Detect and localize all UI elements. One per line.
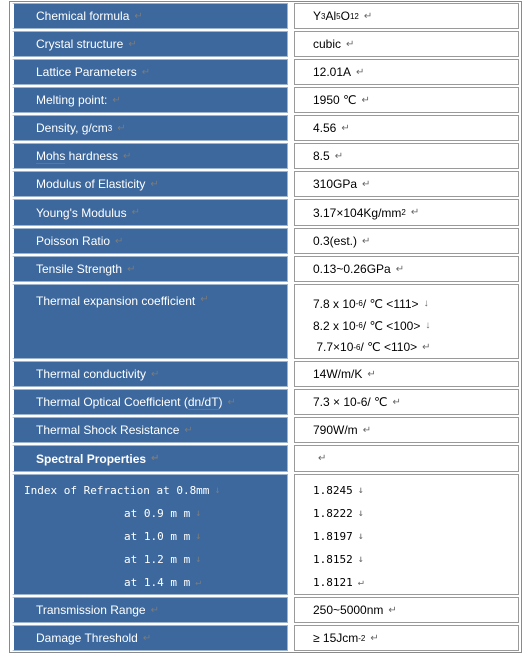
refraction-value: 1.8197 ↓ bbox=[313, 530, 364, 543]
refraction-labels bbox=[12, 474, 288, 595]
property-label: Lattice Parameters ↵ bbox=[12, 59, 288, 85]
table-row bbox=[10, 142, 521, 170]
property-value: 0.3(est.) ↵ bbox=[294, 228, 519, 254]
property-value: 3.17×104Kg/mm 2 ↵ bbox=[294, 199, 519, 226]
property-value: 4.56 ↵ bbox=[294, 115, 519, 141]
table-row bbox=[10, 473, 521, 596]
table-row bbox=[10, 624, 521, 652]
property-value: ≥ 15Jcm -2 ↵ bbox=[294, 625, 519, 651]
property-label: Density, g/cm 3 ↵ bbox=[12, 115, 288, 141]
property-value: 8.5 ↵ bbox=[294, 143, 519, 169]
property-label: Poisson Ratio ↵ bbox=[12, 228, 288, 254]
table-row bbox=[10, 170, 521, 198]
property-value: 7.3 × 10-6/ ℃ ↵ bbox=[294, 389, 519, 415]
refraction-value: 1.8222 ↓ bbox=[313, 507, 364, 520]
refraction-label: at 1.2 m m ↓ bbox=[124, 553, 202, 566]
property-label: Damage Threshold ↵ bbox=[12, 625, 288, 651]
value-line: 8.2 x 10 -6 / ℃ <100> ↓ bbox=[313, 318, 431, 333]
property-value: 310GPa ↵ bbox=[294, 171, 519, 197]
property-value: 12.01A ↵ bbox=[294, 59, 519, 85]
value-line: 7.8 x 10 -6 / ℃ <111> ↓ bbox=[313, 296, 429, 311]
property-label: Crystal structure ↵ bbox=[12, 31, 288, 57]
property-value bbox=[294, 284, 519, 359]
property-label: Chemical formula ↵ bbox=[12, 3, 288, 29]
table-row bbox=[10, 360, 521, 388]
refraction-label: at 1.4 m m ↵ bbox=[124, 576, 202, 589]
table-row bbox=[10, 388, 521, 416]
property-value: 250~5000nm ↵ bbox=[294, 597, 519, 623]
refraction-label: Index of Refraction at 0.8mm ↓ bbox=[24, 484, 221, 497]
property-label: Thermal Shock Resistance ↵ bbox=[12, 417, 288, 443]
property-value: 1950 ℃ ↵ bbox=[294, 87, 519, 113]
property-value: 14W/m/K ↵ bbox=[294, 361, 519, 387]
refraction-values bbox=[294, 474, 519, 595]
table-row bbox=[10, 198, 521, 227]
table-row bbox=[10, 114, 521, 142]
property-label: Young's Modulus ↵ bbox=[12, 199, 288, 226]
table-row bbox=[10, 58, 521, 86]
refraction-value: 1.8245 ↓ bbox=[313, 484, 364, 497]
properties-table bbox=[9, 1, 522, 653]
property-label: Transmission Range ↵ bbox=[12, 597, 288, 623]
section-heading: Spectral Properties ↵ bbox=[12, 445, 288, 472]
table-row bbox=[10, 30, 521, 58]
property-label: Melting point: ↵ bbox=[12, 87, 288, 113]
refraction-label: at 0.9 m m ↓ bbox=[124, 507, 202, 520]
refraction-value: 1.8152 ↓ bbox=[313, 553, 364, 566]
table-row bbox=[10, 255, 521, 283]
property-label: Thermal Optical Coefficient ( dn/dT ) ↵ bbox=[12, 389, 288, 415]
table-row bbox=[10, 596, 521, 624]
property-label: Modulus of Elasticity ↵ bbox=[12, 171, 288, 197]
property-label: Tensile Strength ↵ bbox=[12, 256, 288, 282]
property-value: ↵ bbox=[294, 445, 519, 472]
table-row bbox=[10, 283, 521, 360]
table-row bbox=[10, 444, 521, 473]
refraction-label: at 1.0 m m ↓ bbox=[124, 530, 202, 543]
property-value: Y 3 Al 5 O 12 ↵ bbox=[294, 3, 519, 29]
property-value: 0.13~0.26GPa ↵ bbox=[294, 256, 519, 282]
value-line: 7.7×10 -6 / ℃ <110> ↵ bbox=[313, 340, 431, 355]
property-value: 790W/m ↵ bbox=[294, 417, 519, 443]
property-label: Mohs hardness ↵ bbox=[12, 143, 288, 169]
table-row bbox=[10, 227, 521, 255]
property-label: Thermal conductivity ↵ bbox=[12, 361, 288, 387]
property-value: cubic ↵ bbox=[294, 31, 519, 57]
table-row bbox=[10, 2, 521, 30]
table-row bbox=[10, 416, 521, 444]
table-row bbox=[10, 86, 521, 114]
property-label: Thermal expansion coefficient ↵ bbox=[12, 284, 288, 359]
refraction-value: 1.8121 ↵ bbox=[313, 576, 364, 589]
